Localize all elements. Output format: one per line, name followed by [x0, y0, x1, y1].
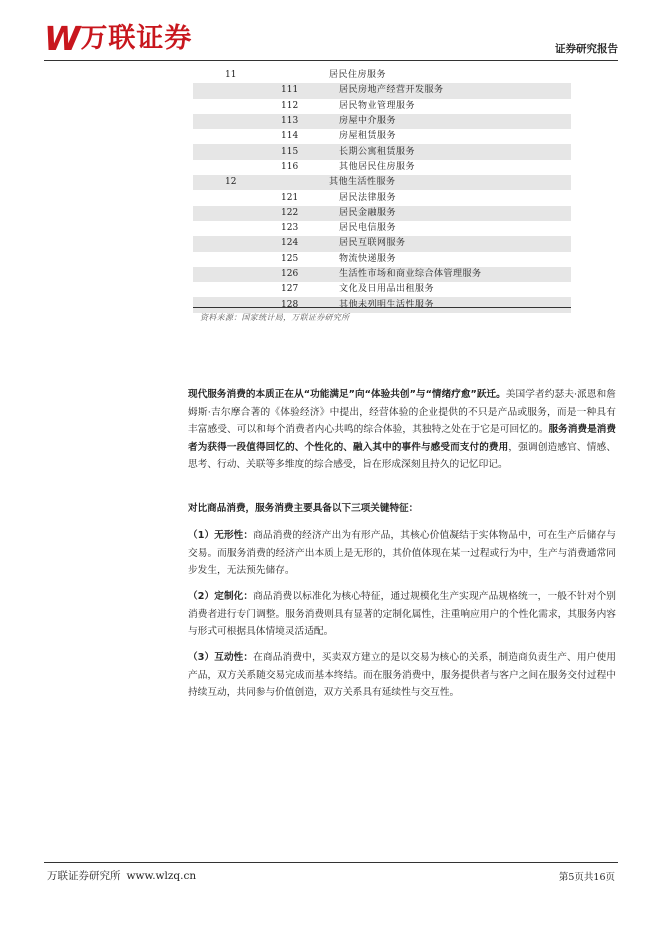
- footer-institute: [47, 868, 196, 883]
- logo-mark: W: [44, 19, 79, 58]
- category-name: 长期公寓租赁服务: [329, 144, 571, 159]
- category-name: 居民金融服务: [329, 206, 571, 221]
- classification-table: [193, 68, 571, 313]
- category-name: 文化及日用品出租服务: [339, 284, 435, 295]
- paragraph-intangibility: [188, 527, 616, 580]
- category-name: 房屋租赁服务: [339, 131, 397, 142]
- table-row: [193, 297, 571, 312]
- major-code: [193, 129, 281, 144]
- table-row: [193, 144, 571, 159]
- major-code: [193, 83, 281, 98]
- page-header: [44, 20, 618, 62]
- major-code: [193, 221, 281, 236]
- paragraph-bold-lead: 现代服务消费的本质正在从“功能满足”向“体验共创”与“情绪疗愈”跃迁。: [188, 389, 506, 400]
- paragraph-customization: [188, 588, 616, 641]
- table-source-note: 资料来源：国家统计局，万联证券研究所: [200, 313, 350, 322]
- minor-code: 121: [281, 192, 299, 203]
- minor-code: 116: [281, 161, 299, 172]
- major-code: [193, 206, 281, 221]
- category-name: 居民住房服务: [329, 70, 387, 81]
- major-code: [193, 160, 281, 175]
- paragraph-experience-economy: [188, 386, 616, 474]
- minor-code: 128: [281, 297, 329, 312]
- major-code: [193, 144, 281, 159]
- company-logo: [44, 20, 192, 58]
- category-name: 生活性市场和商业综合体管理服务: [329, 267, 571, 282]
- feature-label: （1）无形性：: [188, 530, 254, 541]
- minor-code: 115: [281, 144, 329, 159]
- minor-code: 111: [281, 83, 329, 98]
- minor-code: 127: [281, 284, 299, 295]
- minor-code: 113: [281, 114, 329, 129]
- footer-page-number: 第5页共16页: [558, 872, 615, 883]
- footer-divider: [44, 862, 618, 863]
- major-code: 12: [193, 175, 281, 190]
- category-name: 其他未列明生活性服务: [329, 297, 571, 312]
- table-row: [193, 252, 571, 267]
- paragraph-text: 在商品消费中，买卖双方建立的是以交易为核心的关系，制造商负责生产、用户使用产品，双方关系随交易完成而基本终结。而在服务消费中，服务提供者与客户之间在服务交付过程中持续互动，共同参与价值创造，双方关系具有延续性与交互性。: [188, 652, 616, 699]
- minor-code: 114: [281, 131, 299, 142]
- table-row: [193, 175, 571, 190]
- paragraph-text: 商品消费的经济产出为有形产品，其核心价值凝结于实体物品中，可在生产后储存与交易。而服务消费的经济产出本质上是无形的，其价值体现在某一过程或行为中，生产与消费通常同步发生，无法预先储存。: [188, 530, 616, 577]
- table-row: [193, 206, 571, 221]
- paragraph-text: 商品消费以标准化为核心特征，通过规模化生产实现产品规格统一，一般不针对个别消费者进行专门调整。服务消费则具有显著的定制化属性，注重响应用户的个性化需求，其服务内容与形式可根据具体情境灵活适配。: [188, 591, 616, 638]
- footer-website-link[interactable]: www.wlzq.cn: [126, 870, 197, 882]
- table-row: [193, 129, 571, 144]
- category-name: 房屋中介服务: [329, 114, 571, 129]
- minor-code: 125: [281, 253, 299, 264]
- paragraph-text: ，强调创造感官、情感、思考、行动、关联等多维度的综合感受，旨在形成深刻且持久的记忆印记。: [188, 441, 617, 471]
- major-code: [193, 236, 281, 251]
- feature-label: （2）定制化：: [188, 591, 254, 602]
- feature-label: （3）互动性：: [188, 652, 254, 663]
- category-name: 居民物业管理服务: [339, 100, 416, 111]
- table-row: [193, 221, 571, 236]
- table-row: [193, 114, 571, 129]
- minor-code: [281, 68, 329, 83]
- logo-text: 万联证券: [80, 23, 193, 54]
- category-name: 物流快递服务: [339, 253, 397, 264]
- table-row: [193, 99, 571, 114]
- table-row: [193, 68, 571, 83]
- minor-code: [281, 175, 329, 190]
- table-row: [193, 190, 571, 205]
- category-name: 居民互联网服务: [329, 236, 571, 251]
- minor-code: 126: [281, 267, 329, 282]
- header-divider: [44, 60, 618, 61]
- major-code: [193, 267, 281, 282]
- paragraph-bold-emphasis: 服务消费是消费者为获得一段值得回忆的、个性化的、融入其中的事件与感受而支付的费用: [188, 424, 617, 453]
- minor-code: 123: [281, 223, 299, 234]
- major-code: [193, 190, 281, 205]
- category-name: 居民房地产经营开发服务: [329, 83, 571, 98]
- major-code: [193, 99, 281, 114]
- report-type: 证券研究报告: [555, 43, 618, 55]
- minor-code: 124: [281, 236, 329, 251]
- category-name: 其他居民住房服务: [339, 161, 416, 172]
- major-code: 11: [225, 70, 237, 81]
- major-code: [193, 114, 281, 129]
- table-row: [193, 160, 571, 175]
- table-row: [193, 83, 571, 98]
- category-name: 居民电信服务: [339, 223, 397, 234]
- table-row: [193, 267, 571, 282]
- table-bottom-rule: [193, 307, 571, 308]
- minor-code: 112: [281, 100, 299, 111]
- paragraph-features-intro: [188, 500, 616, 518]
- paragraph-bold-lead: 对比商品消费，服务消费主要具备以下三项关键特征：: [188, 503, 419, 514]
- category-name: 其他生活性服务: [329, 175, 571, 190]
- major-code: [193, 297, 281, 312]
- paragraph-interactivity: [188, 649, 616, 702]
- footer-institute-name: 万联证券研究所: [47, 870, 121, 882]
- paragraph-text: 美国学者约瑟夫·派恩和詹姆斯·吉尔摩合著的《体验经济》中提出，经营体验的企业提供的不只是产品或服务，而是一种具有丰富感受、可以和每个消费者内心共鸣的综合体验，其独特之处在于它是可回忆的。: [188, 389, 616, 436]
- table-row: [193, 236, 571, 251]
- table-row: [193, 282, 571, 297]
- category-name: 居民法律服务: [339, 192, 397, 203]
- minor-code: 122: [281, 206, 329, 221]
- major-code: [193, 252, 281, 267]
- major-code: [193, 282, 281, 297]
